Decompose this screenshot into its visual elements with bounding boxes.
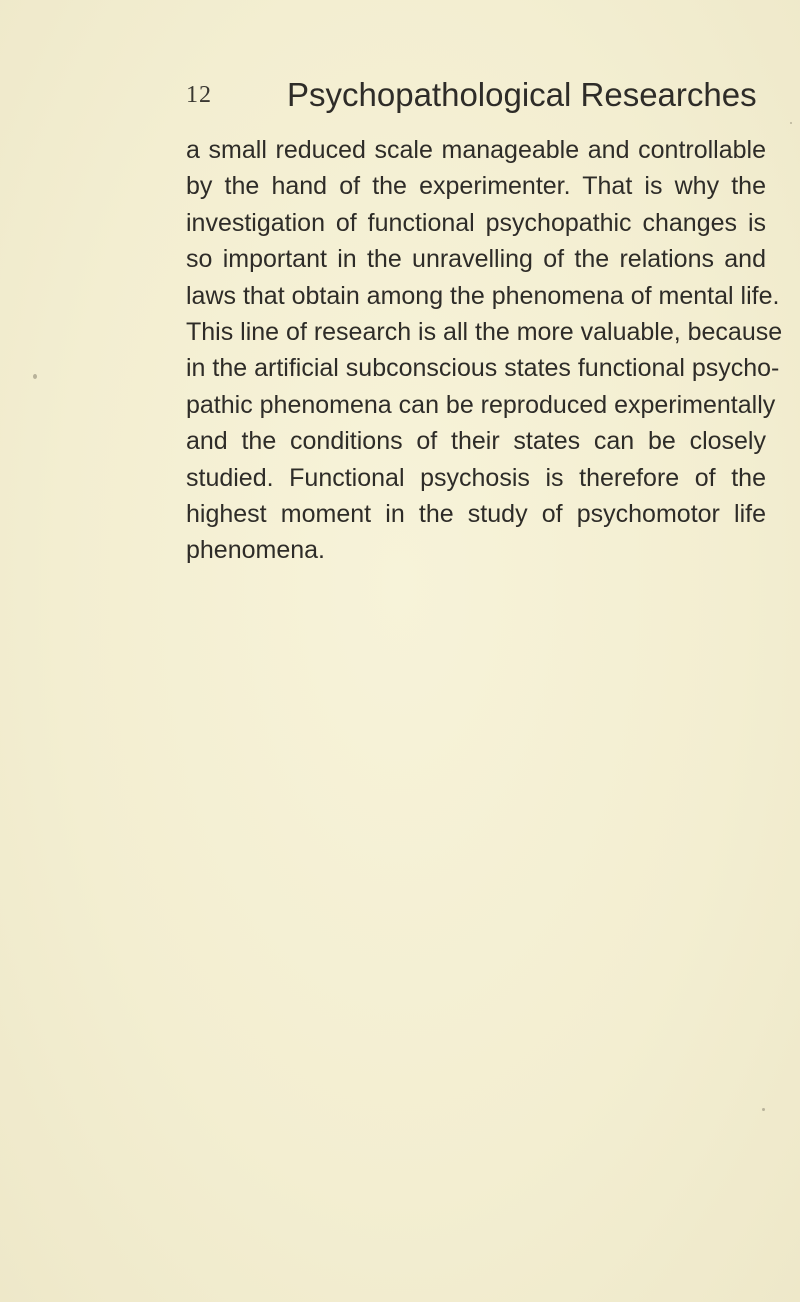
page-header: [186, 76, 766, 128]
paper-speck: [790, 122, 792, 124]
text-line: pathic phenomena can be reproduced experimentally: [186, 390, 776, 419]
body-paragraph: [186, 132, 783, 569]
text-line: investigation of functional psychopathic changes is: [186, 208, 766, 237]
text-line: and the conditions of their states can be closely: [186, 427, 766, 456]
page-number: 12: [186, 82, 212, 108]
text-line: laws that obtain among the phenomena of mental life.: [186, 281, 780, 310]
text-line: a small reduced scale manageable and controllable: [186, 136, 766, 164]
paper-speck: [762, 1108, 765, 1111]
text-line: by the hand of the experimenter. That is why the: [186, 172, 766, 201]
text-line: This line of research is all the more valuable, because: [186, 317, 783, 346]
text-line: phenomena.: [186, 536, 326, 565]
text-line: studied. Functional psychosis is therefore of the: [186, 463, 766, 492]
text-line: so important in the unravelling of the relations and: [186, 245, 766, 274]
text-line: highest moment in the study of psychomotor life: [186, 499, 766, 528]
text-line: in the artificial subconscious states functional psycho-: [186, 354, 780, 383]
running-head: Psychopathological Researches: [287, 76, 757, 113]
paper-speck: [33, 374, 37, 379]
